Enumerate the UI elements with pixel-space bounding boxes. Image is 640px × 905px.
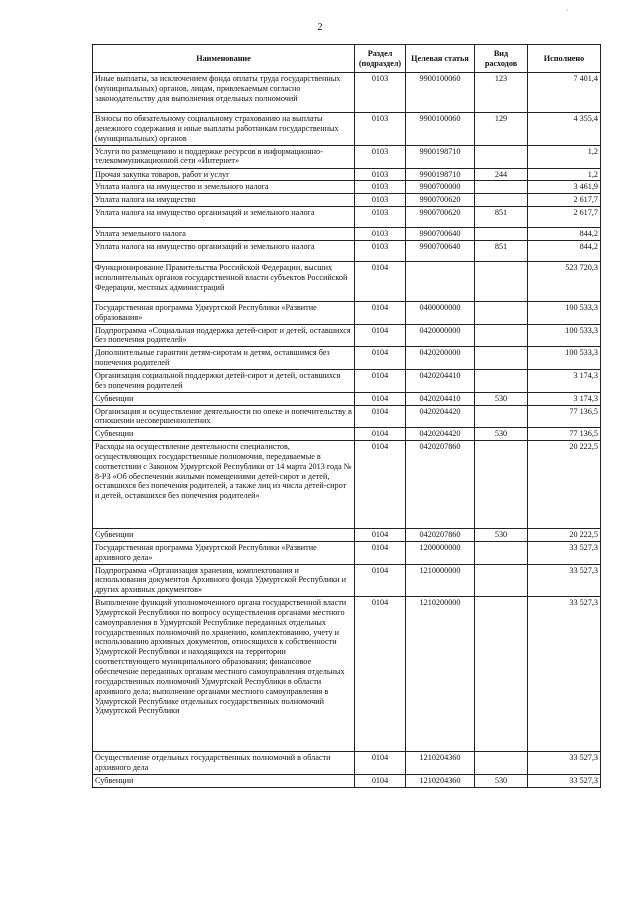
table-row: [93, 228, 601, 241]
row-name: Уплата налога на имущество: [93, 194, 355, 207]
row-amount: 3 174,3: [528, 369, 601, 392]
row-name: Осуществление отдельных государственных полномочий в области архивного дела: [93, 752, 355, 775]
row-section: 0104: [355, 564, 406, 597]
row-section: 0104: [355, 428, 406, 441]
row-name: Государственная программа Удмуртской Республики «Развитие образования»: [93, 301, 355, 324]
table-row: [93, 194, 601, 207]
row-name: Субвенции: [93, 529, 355, 542]
row-type: [475, 541, 528, 564]
row-target: 0420204420: [406, 405, 475, 428]
row-amount: 4 355,4: [528, 113, 601, 146]
row-name: Функционирование Правительства Российской Федерации, высших исполнительных органов государственной власти субъектов Российской Федерации, местных администраций: [93, 261, 355, 301]
row-section: 0103: [355, 145, 406, 168]
row-name: Организация социальной поддержки детей-сирот и детей, оставшихся без попечения родителей: [93, 369, 355, 392]
row-type: [475, 597, 528, 752]
row-amount: 1,2: [528, 168, 601, 181]
row-section: 0104: [355, 324, 406, 347]
row-section: 0103: [355, 194, 406, 207]
row-amount: 77 136,5: [528, 405, 601, 428]
header-executed: Исполнено: [528, 45, 601, 73]
row-section: 0104: [355, 347, 406, 370]
row-type: [475, 324, 528, 347]
row-amount: 1,2: [528, 145, 601, 168]
row-amount: 33 527,3: [528, 541, 601, 564]
row-amount: 3 461,9: [528, 181, 601, 194]
row-amount: 7 401,4: [528, 73, 601, 113]
table-row: [93, 145, 601, 168]
row-section: 0103: [355, 73, 406, 113]
scan-speck: ·: [566, 6, 569, 15]
row-section: 0104: [355, 405, 406, 428]
row-section: 0104: [355, 774, 406, 787]
row-type: 123: [475, 73, 528, 113]
table-row: [93, 73, 601, 113]
row-type: 851: [475, 207, 528, 228]
row-type: [475, 564, 528, 597]
row-name: Уплата налога на имущество и земельного налога: [93, 181, 355, 194]
row-name: Расходы на осуществление деятельности специалистов, осуществляющих государственные полномочия, передаваемые в соответствии с Законом Удмуртской Республики от 14 марта 2013 года № 8-РЗ «Об обеспечении жилыми помещениями детей-сирот и детей, оставшихся без попечения родителей, а также лиц из числа детей-сирот и детей, оставшихся без попечения родителей»: [93, 441, 355, 529]
row-target: 9900700620: [406, 194, 475, 207]
row-name: Государственная программа Удмуртской Республики «Развитие архивного дела»: [93, 541, 355, 564]
row-name: Организация и осуществление деятельности по опеке и попечительству в отношении несовершеннолетних: [93, 405, 355, 428]
table-row: [93, 752, 601, 775]
row-section: 0103: [355, 113, 406, 146]
row-target: 0420204410: [406, 369, 475, 392]
row-name: Субвенции: [93, 428, 355, 441]
table-row: [93, 181, 601, 194]
row-section: 0103: [355, 168, 406, 181]
table-row: [93, 324, 601, 347]
row-type: [475, 194, 528, 207]
budget-table: [92, 44, 601, 788]
row-target: 0420204410: [406, 392, 475, 405]
row-type: [475, 369, 528, 392]
row-section: 0104: [355, 369, 406, 392]
row-type: 244: [475, 168, 528, 181]
row-target: 1210204360: [406, 752, 475, 775]
table-row: [93, 392, 601, 405]
row-section: 0103: [355, 240, 406, 261]
row-section: 0103: [355, 228, 406, 241]
row-target: 9900700640: [406, 228, 475, 241]
row-target: 9900700620: [406, 207, 475, 228]
row-amount: 33 527,3: [528, 774, 601, 787]
table-row: [93, 405, 601, 428]
table-row: [93, 529, 601, 542]
header-type: Вид расходов: [475, 45, 528, 73]
row-name: Иные выплаты, за исключением фонда оплаты труда государственных (муниципальных) органов, лицам, привлекаемым согласно законодательству для выполнения отдельных полномочий: [93, 73, 355, 113]
row-amount: 20 222,5: [528, 529, 601, 542]
row-amount: 2 617,7: [528, 207, 601, 228]
row-name: Субвенции: [93, 774, 355, 787]
table-row: [93, 207, 601, 228]
table-row: [93, 261, 601, 301]
row-name: Субвенции: [93, 392, 355, 405]
row-section: 0104: [355, 392, 406, 405]
table-row: [93, 301, 601, 324]
row-amount: 100 533,3: [528, 347, 601, 370]
row-target: 9900700000: [406, 181, 475, 194]
row-amount: 33 527,3: [528, 597, 601, 752]
table-row: [93, 240, 601, 261]
row-name: Уплата налога на имущество организаций и земельного налога: [93, 207, 355, 228]
row-type: 530: [475, 428, 528, 441]
table-row: [93, 774, 601, 787]
row-amount: 3 174,3: [528, 392, 601, 405]
row-type: [475, 301, 528, 324]
row-type: 530: [475, 392, 528, 405]
row-type: [475, 181, 528, 194]
row-name: Выполнение функций уполномоченного органа государственной власти Удмуртской Республики по вопросу осуществления органами местного самоуправления в Удмуртской Республике переданных отдельных государственных полномочий по хранению, комплектованию, учету и использованию архивных документов, относящихся к собственности Удмуртской Республики и находящихся на территории соответствующего муниципального образования; финансовое обеспечение переданных органам местного самоуправления отдельных государственных полномочий Удмуртской Республики в области архивного дела; выполнение органами местного самоуправления в Удмуртской Республике отдельных государственных полномочий Удмуртской Республики: [93, 597, 355, 752]
row-section: 0104: [355, 301, 406, 324]
row-target: 1210204360: [406, 774, 475, 787]
row-type: [475, 441, 528, 529]
table-row: [93, 168, 601, 181]
row-type: [475, 752, 528, 775]
row-type: [475, 228, 528, 241]
header-target: Целевая статья: [406, 45, 475, 73]
row-section: 0103: [355, 181, 406, 194]
row-amount: 100 533,3: [528, 301, 601, 324]
table-row: [93, 564, 601, 597]
table-row: [93, 428, 601, 441]
row-section: 0104: [355, 261, 406, 301]
row-amount: 77 136,5: [528, 428, 601, 441]
header-section: Раздел (подраздел): [355, 45, 406, 73]
page-number: 2: [317, 22, 323, 33]
row-type: [475, 261, 528, 301]
row-name: Подпрограмма «Организация хранения, комплектования и использования документов Архивного фонда Удмуртской Республики и других архивных документов»: [93, 564, 355, 597]
row-section: 0104: [355, 529, 406, 542]
row-name: Подпрограмма «Социальная поддержка детей-сирот и детей, оставшихся без попечения родителей»: [93, 324, 355, 347]
table-row: [93, 369, 601, 392]
row-amount: 20 222,5: [528, 441, 601, 529]
row-type: 530: [475, 529, 528, 542]
row-amount: 100 533,3: [528, 324, 601, 347]
row-type: 129: [475, 113, 528, 146]
row-target: 9900198710: [406, 145, 475, 168]
row-amount: 33 527,3: [528, 752, 601, 775]
row-name: Дополнительные гарантии детям-сиротам и детям, оставшимся без попечения родителей: [93, 347, 355, 370]
row-type: 530: [475, 774, 528, 787]
table-header-row: [93, 45, 601, 73]
row-target: 0420207860: [406, 441, 475, 529]
row-amount: 844,2: [528, 228, 601, 241]
row-type: 851: [475, 240, 528, 261]
row-section: 0104: [355, 597, 406, 752]
row-target: 0420207860: [406, 529, 475, 542]
row-target: 1210000000: [406, 564, 475, 597]
table-row: [93, 113, 601, 146]
row-target: 9900198710: [406, 168, 475, 181]
row-amount: 844,2: [528, 240, 601, 261]
row-amount: 33 527,3: [528, 564, 601, 597]
row-amount: 523 720,3: [528, 261, 601, 301]
row-section: 0104: [355, 752, 406, 775]
row-target: 1200000000: [406, 541, 475, 564]
row-name: Уплата налога на имущество организаций и земельного налога: [93, 240, 355, 261]
row-section: 0103: [355, 207, 406, 228]
row-name: Прочая закупка товаров, работ и услуг: [93, 168, 355, 181]
row-target: 9900100060: [406, 73, 475, 113]
row-type: [475, 145, 528, 168]
row-target: 9900700640: [406, 240, 475, 261]
row-target: 1210200000: [406, 597, 475, 752]
table-row: [93, 541, 601, 564]
row-amount: 2 617,7: [528, 194, 601, 207]
row-target: [406, 261, 475, 301]
row-name: Взносы по обязательному социальному страхованию на выплаты денежного содержания и иные выплаты работникам государственных (муниципальных) органов: [93, 113, 355, 146]
row-target: 0420204420: [406, 428, 475, 441]
table-row: [93, 441, 601, 529]
row-type: [475, 405, 528, 428]
row-name: Услуги по размещению и поддержке ресурсов в информационно-телекоммуникационной сети «Интернет»: [93, 145, 355, 168]
row-target: 0420200000: [406, 347, 475, 370]
row-target: 0400000000: [406, 301, 475, 324]
row-target: 0420000000: [406, 324, 475, 347]
header-name: Наименование: [93, 45, 355, 73]
row-section: 0104: [355, 541, 406, 564]
row-target: 9900100060: [406, 113, 475, 146]
row-section: 0104: [355, 441, 406, 529]
row-type: [475, 347, 528, 370]
table-row: [93, 597, 601, 752]
row-name: Уплата земельного налога: [93, 228, 355, 241]
table-row: [93, 347, 601, 370]
